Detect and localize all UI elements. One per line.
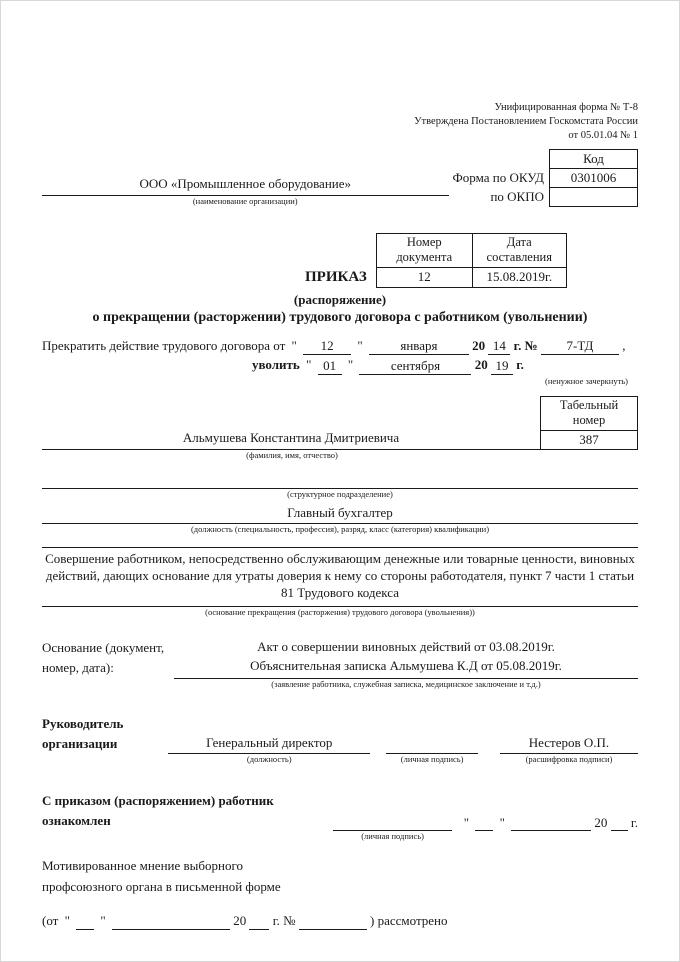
basis-doc-1: Акт о совершении виновных действий от 03.08.2019г. [257,638,555,654]
position-caption: (должность (специальность, профессия), разряд, класс (категория) квалификации) [190,524,490,535]
head-name-column [500,735,638,765]
quote-mark: " [306,357,312,373]
union-century: 20 [233,912,247,928]
okpo-label: по ОКПО [490,188,544,204]
dismiss-century: 20 [474,357,488,373]
code-header-cell: Код [550,149,638,168]
acknowledgment-signature-caption: (личная подпись) [361,831,424,842]
union-year-suffix: г. № [272,912,296,928]
ack-month-blank [511,814,591,831]
acknowledgment-section [42,791,638,842]
termination-number-label: г. № [513,337,538,353]
acknowledgment-signature-column [333,814,451,842]
header-row [42,149,638,207]
union-opinion-line-2: профсоюзного органа в письменной форме [42,879,281,895]
basis-documents [174,638,638,679]
form-meta-line: Утверждена Постановлением Госкомстата России [414,115,638,127]
termination-prefix: Прекратить действие трудового договора от [42,337,286,353]
doc-number-value: 12 [376,267,472,287]
organization-name: ООО «Промышленное оборудование» [42,176,449,196]
head-position: Генеральный директор [168,735,370,754]
employee-name-caption: (фамилия, имя, отчество) [246,450,338,461]
termination-year-blank: 14 [488,338,510,355]
union-opinion-label [42,856,638,898]
head-signature-blank [386,737,478,754]
basis-section [42,638,638,690]
acknowledgment-date-blanks [461,814,638,831]
quote-mark: " [100,912,106,928]
doc-date-value: 15.08.2019г. [472,267,566,287]
head-signature-section [42,714,638,765]
termination-month-blank: января [369,338,469,355]
dismiss-label: уволить [252,357,300,373]
termination-century: 20 [472,337,486,353]
dismiss-day-blank: 01 [318,358,342,375]
union-number-blank [299,913,367,930]
tab-number-table [540,396,638,450]
dismiss-year-suffix: г. [516,357,524,373]
head-label: Руководитель организации [42,715,124,751]
union-from-label: (от [42,912,59,928]
quote-mark: " [347,357,354,373]
reason-section [42,547,638,618]
order-subject: о прекращении (расторжении) трудового договора с работником (увольнении) [92,309,588,325]
unit-section [42,474,638,500]
dismiss-year-blank: 19 [491,358,513,375]
position-section [42,505,638,535]
okpo-value-cell [550,187,638,206]
organization-block [42,176,449,207]
ack-century: 20 [594,815,608,831]
head-signature-column [386,737,478,765]
termination-line-2 [252,355,638,375]
form-meta-line: Унифицированная форма № Т-8 [494,102,638,113]
doc-number-header: Номер документа [376,233,472,267]
reason-caption: (основание прекращения (расторжения) трудового договора (увольнения)) [205,606,475,617]
quote-mark: " [357,337,363,353]
contract-number-blank: 7-ТД [541,338,619,355]
form-meta [42,101,638,143]
head-name-caption: (расшифровка подписи) [525,753,613,764]
doc-number-table [376,233,567,288]
okud-label: Форма по ОКУД [452,169,544,185]
union-year-blank [249,913,269,930]
code-table [453,149,639,207]
tab-number-header: Табельный номер [541,396,638,430]
acknowledgment-signature-blank [333,814,451,831]
union-opinion-line-1: Мотивированное мнение выборного [42,858,243,874]
union-opinion-date-line [42,911,638,931]
basis-caption: (заявление работника, служебная записка, медицинское заключение и т.д.) [271,678,541,689]
order-spacer [42,233,305,288]
form-meta-line: от 05.01.04 № 1 [568,129,638,141]
ack-day-blank [475,814,493,831]
basis-doc-2: Объяснительная записка Альмушева К.Д от 05.08.2019г. [250,657,562,673]
organization-caption: (наименование организации) [192,195,298,206]
quote-mark: " [463,815,470,831]
unit-blank-line [42,474,638,489]
basis-label: Основание (документ, номер, дата): [42,639,165,676]
quote-mark: " [291,337,297,353]
union-month-blank [112,913,230,930]
termination-line-1 [42,336,638,356]
order-title: ПРИКАЗ [305,268,367,285]
union-day-blank [76,913,94,930]
head-name: Нестеров О.П. [500,735,638,754]
head-signature-caption: (личная подпись) [400,753,464,764]
quote-mark: " [499,815,505,831]
ack-year-blank [611,814,628,831]
order-row [42,233,638,288]
tab-number-value: 387 [541,431,638,450]
page-content [1,1,679,930]
acknowledgment-label: С приказом (распоряжением) работник ознакомлен [42,792,274,829]
employee-full-name: Альмушева Константина Дмитриевича [42,430,540,450]
dismissal-reason-text: Совершение работником, непосредственно обслуживающим денежные или товарные ценности, виновных действий, дающих основание для утраты доверия к нему со стороны работодателя, пункт 7 части 1 статьи 81 Трудового кодекса [42,547,638,607]
termination-day-blank: 12 [303,338,351,355]
okud-value-cell: 0301006 [550,168,638,187]
termination-comma: , [622,337,626,353]
employee-position: Главный бухгалтер [42,505,638,524]
unit-caption: (структурное подразделение) [287,489,393,500]
code-empty-label [453,149,550,168]
doc-date-header: Дата составления [472,233,566,267]
head-position-caption: (должность) [246,753,292,764]
order-subtitle: (распоряжение) [293,291,387,307]
head-position-column [168,735,370,765]
employee-name-row [42,396,638,450]
quote-mark: " [64,912,70,928]
dismiss-month-blank: сентября [359,358,471,375]
ack-year-suffix: г. [630,815,638,831]
basis-documents-block [174,638,638,690]
union-closing: ) рассмотрено [370,912,448,928]
strike-note: (ненужное зачеркнуть) [545,375,628,386]
